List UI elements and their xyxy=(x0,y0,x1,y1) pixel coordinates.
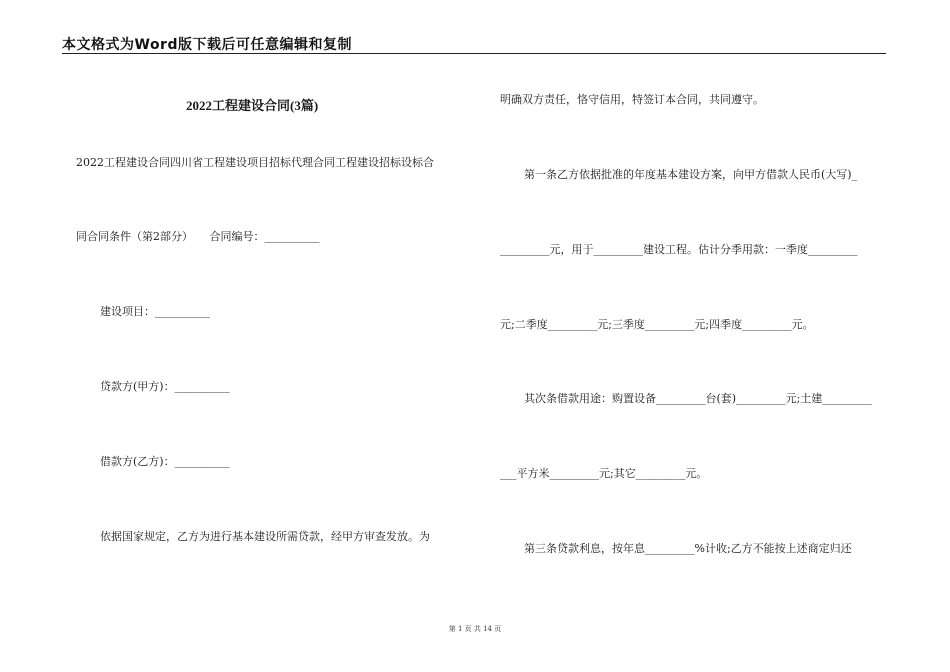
clause-2-line-1: 其次条借款用途：购置设备_________台(套)_________元;土建_________ xyxy=(524,392,872,405)
document-title: 2022工程建设合同(3篇) xyxy=(186,98,319,113)
lender-field: 贷款方(甲方)：__________ xyxy=(100,380,230,393)
download-banner: 本文格式为Word版下载后可任意编辑和复制 xyxy=(62,37,352,53)
clause-1-line-1: 第一条乙方依据批准的年度基本建设方案，向甲方借款人民币(大写)_ xyxy=(524,168,858,181)
right-paragraph-line-1: 明确双方责任，恪守信用，特签订本合同，共同遵守。 xyxy=(500,93,764,106)
clause-1-line-2: _________元，用于_________建设工程。估计分季用款：一季度_________ xyxy=(500,243,858,256)
left-paragraph-line-2: 同合同条件（第2部分） 合同编号：__________ xyxy=(76,230,320,243)
borrower-field: 借款方(乙方)：__________ xyxy=(100,455,230,468)
clause-2-line-2: ___平方米_________元;其它_________元。 xyxy=(500,467,708,480)
clause-3-line-1: 第三条贷款利息，按年息_________%计收;乙方不能按上述商定归还 xyxy=(524,542,852,555)
page-number: 第 1 页 共 14 页 xyxy=(448,625,502,633)
banner-divider xyxy=(62,53,886,54)
clause-1-line-3: 元;二季度_________元;三季度_________元;四季度_________元。 xyxy=(500,318,814,331)
construction-project-field: 建设项目：__________ xyxy=(100,305,210,318)
left-paragraph-line-6: 依据国家规定，乙方为进行基本建设所需贷款，经甲方审查发放。为 xyxy=(100,530,430,543)
left-paragraph-line-1: 2022工程建设合同四川省工程建设项目招标代理合同工程建设招标设标合 xyxy=(76,156,434,169)
